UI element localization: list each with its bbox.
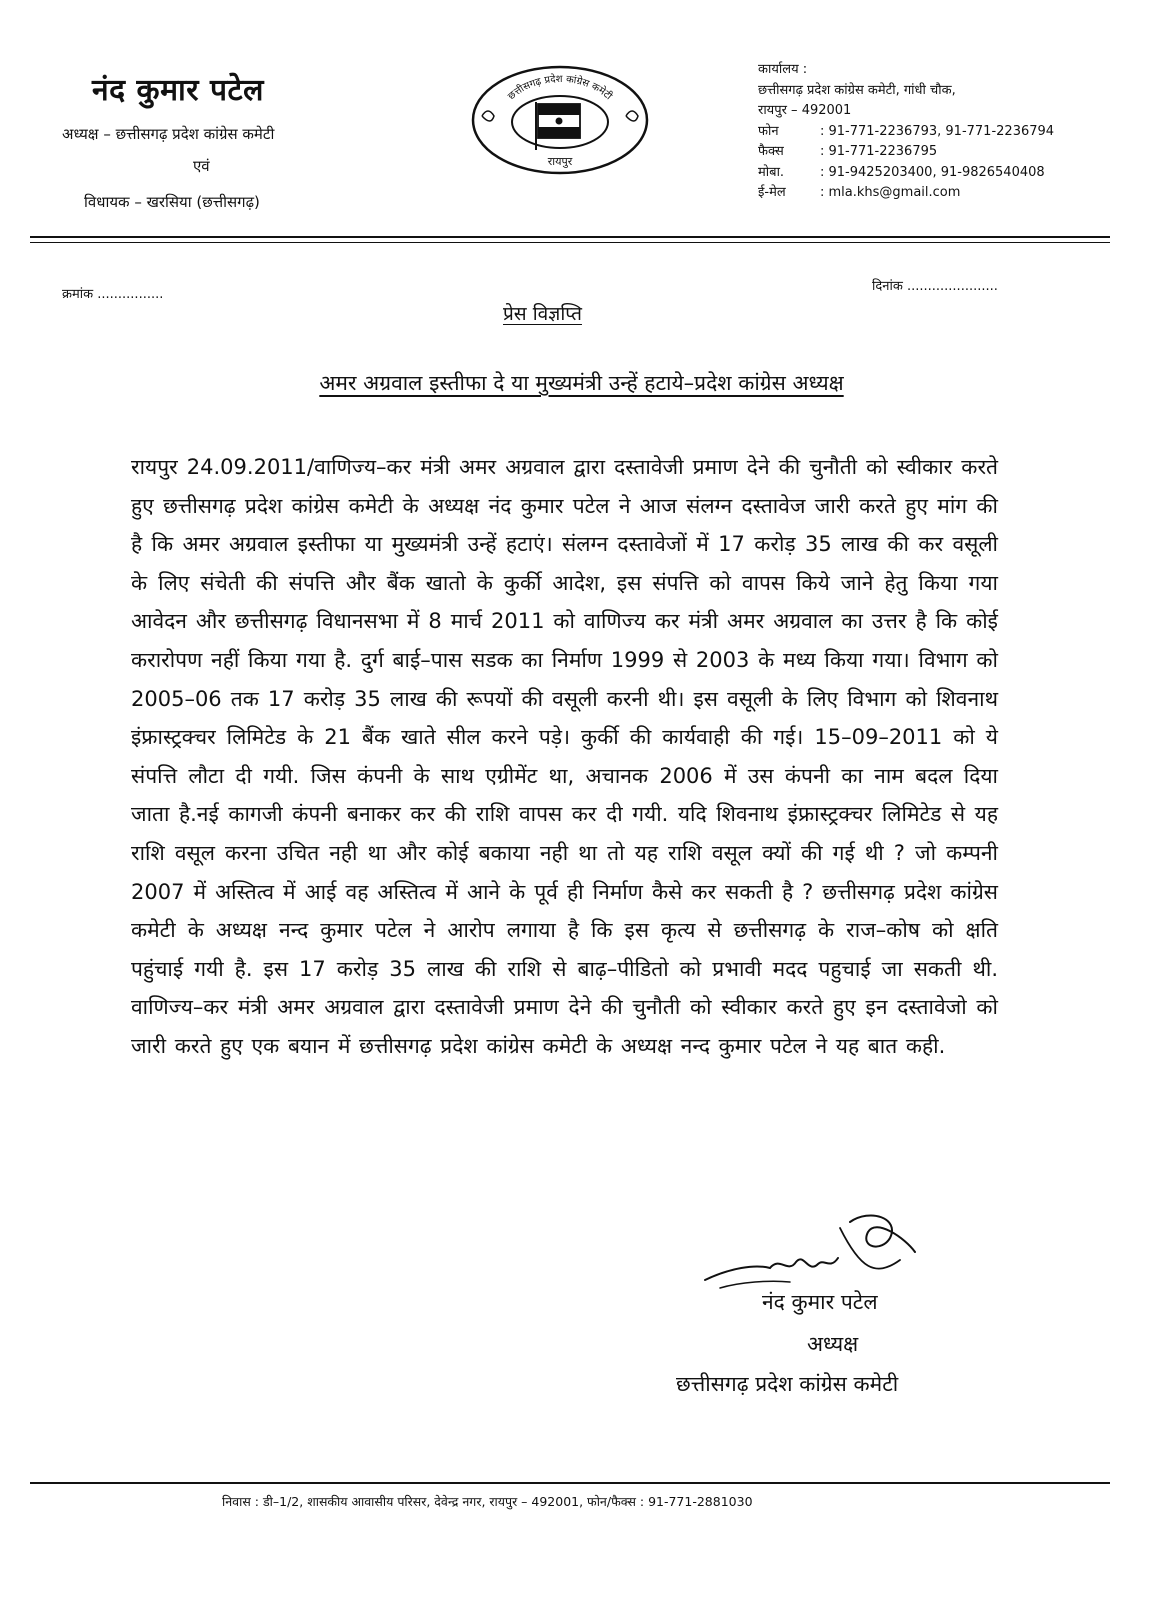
seal-top-text: छत्तीसगढ़ प्रदेश कांग्रेस कमेटी xyxy=(506,73,614,103)
handwritten-signature xyxy=(700,1208,930,1298)
contact-label: फोन xyxy=(758,123,779,139)
signatory-organization: छत्तीसगढ़ प्रदेश कांग्रेस कमेटी xyxy=(676,1372,899,1396)
letterhead-constituency: विधायक – खरसिया (छत्तीसगढ़) xyxy=(84,193,260,211)
office-heading: कार्यालय : xyxy=(758,62,808,77)
contact-fax xyxy=(758,142,1054,163)
letterhead-name: नंद कुमार पटेल xyxy=(92,73,264,108)
letterhead-designation: अध्यक्ष – छत्तीसगढ़ प्रदेश कांग्रेस कमेटी xyxy=(62,125,275,143)
signatory-post: अध्यक्ष xyxy=(807,1332,859,1356)
contact-label: ई-मेल xyxy=(758,185,786,200)
letterhead-conjunction: एवं xyxy=(193,157,210,175)
contact-email xyxy=(758,183,1054,204)
office-address-line-2: रायपुर – 492001 xyxy=(758,103,852,118)
contact-phone xyxy=(758,122,1054,143)
contact-value: : 91-9425203400, 91-9826540408 xyxy=(820,164,1045,180)
date-field: दिनांक ...................... xyxy=(872,279,998,294)
office-details xyxy=(758,60,1054,204)
footer-residence-address: निवास : डी–1/2, शासकीय आवासीय परिसर, देवेन्द्र नगर, रायपुर – 492001, फोन/फैक्स : 91-771-2881030 xyxy=(222,1494,753,1509)
seal-bottom-text: रायपुर xyxy=(547,155,573,168)
congress-seal-logo xyxy=(470,64,650,176)
press-release-title: प्रेस विज्ञप्ति xyxy=(503,303,582,325)
footer-divider xyxy=(30,1482,1110,1484)
contact-value: : mla.khs@gmail.com xyxy=(820,185,961,200)
contact-mobile xyxy=(758,163,1054,184)
headline: अमर अग्रवाल इस्तीफा दे या मुख्यमंत्री उन्हें हटाये–प्रदेश कांग्रेस अध्यक्ष xyxy=(319,371,844,395)
office-address-line-1: छत्तीसगढ़ प्रदेश कांग्रेस कमेटी, गांधी चौक, xyxy=(758,82,956,98)
contact-value: : 91-771-2236793, 91-771-2236794 xyxy=(820,123,1055,139)
reference-number: क्रमांक ................ xyxy=(62,287,164,302)
contact-value: : 91-771-2236795 xyxy=(820,144,938,159)
header-divider-thin xyxy=(30,242,1110,243)
signatory-name: नंद कुमार पटेल xyxy=(762,1290,878,1314)
header-divider xyxy=(30,236,1110,238)
body-paragraph: रायपुर 24.09.2011/वाणिज्य–कर मंत्री अमर अग्रवाल द्वारा दस्तावेजी प्रमाण देने की चुनौती को स्वीकार करते हुए छत्तीसगढ़ प्रदेश कांग्रेस कमेटी के अध्यक्ष नंद कुमार पटेल ने आज संलग्न दस्तावेज जारी करते हुए मांग की है कि अमर अग्रवाल इस्तीफा या मुख्यमंत्री उन्हें हटाएं। संलग्न दस्तावेजों में 17 करोड़ 35 लाख की कर वसूली के लिए संचेती की संपत्ति और बैंक खातो के कुर्की आदेश, इस संपत्ति को वापस किये जाने हेतु किया गया आवेदन और छत्तीसगढ़ विधानसभा में 8 मार्च 2011 को वाणिज्य कर मंत्री अमर अग्रवाल का उत्तर है कि कोई करारोपण नहीं किया गया है. दुर्ग बाई–पास सडक का निर्माण 1999 से 2003 के मध्य किया गया। विभाग को 2005–06 तक 17 करोड़ 35 लाख की रूपयों की वसूली करनी थी। इस वसूली के लिए विभाग को शिवनाथ इंफ्रास्ट्रक्चर लिमिटेड के 21 बैंक खाते सील करने पड़े। कुर्की की कार्यवाही की गई। 15–09–2011 को ये संपत्ति लौटा दी गयी. जिस कंपनी के साथ एग्रीमेंट था, अचानक 2006 में उस कंपनी का नाम बदल दिया जाता है.नई कागजी कंपनी बनाकर कर की राशि वापस कर दी गयी. यदि शिवनाथ इंफ्रास्ट्रक्चर लिमिटेड से यह राशि वसूल करना उचित नही था और कोई बकाया नही था तो यह राशि वसूल क्यों की गई थी ? जो कम्पनी 2007 में अस्तित्व में आई वह अस्तित्व में आने के पूर्व ही निर्माण कैसे कर सकती है ? छत्तीसगढ़ प्रदेश कांग्रेस कमेटी के अध्यक्ष नन्द कुमार पटेल ने आरोप लगाया है कि इस कृत्य से छत्तीसगढ़ के राज–कोष को क्षति पहुंचाई गयी है. इस 17 करोड़ 35 लाख की राशि से बाढ़–पीडितो को प्रभावी मदद पहुचाई जा सकती थी. वाणिज्य–कर मंत्री अमर अग्रवाल द्वारा दस्तावेजी प्रमाण देने की चुनौती को स्वीकार करते हुए इन दस्तावेजो को जारी करते हुए एक बयान में छत्तीसगढ़ प्रदेश कांग्रेस कमेटी के अध्यक्ष नन्द कुमार पटेल ने यह बात कही. xyxy=(131,455,998,1058)
contact-label: फैक्स xyxy=(758,144,784,159)
contact-label: मोबा. xyxy=(758,164,785,180)
